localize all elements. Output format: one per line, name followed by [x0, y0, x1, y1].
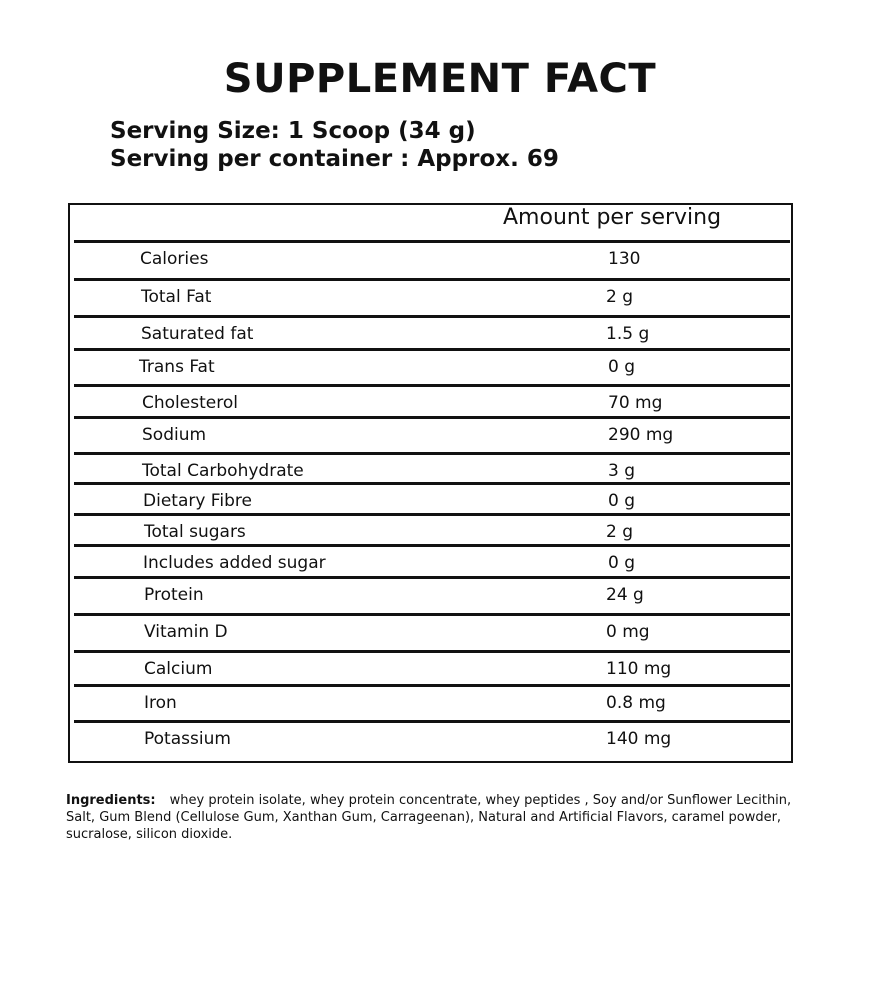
table-row: [74, 240, 790, 278]
table-row: [74, 684, 790, 720]
table-row: [74, 513, 790, 544]
nutrient-name: Protein: [144, 585, 204, 605]
nutrient-name: Potassium: [144, 729, 231, 749]
nutrient-amount: 0.8 mg: [606, 693, 666, 713]
nutrient-amount: 140 mg: [606, 729, 672, 749]
nutrient-name: Cholesterol: [142, 393, 238, 413]
nutrient-amount: 0 g: [608, 491, 636, 511]
nutrient-amount: 1.5 g: [606, 324, 650, 344]
nutrient-name: Includes added sugar: [143, 553, 326, 573]
nutrient-name: Total Carbohydrate: [142, 461, 304, 481]
nutrient-amount: 0 mg: [606, 622, 650, 642]
nutrient-amount: 3 g: [608, 461, 636, 481]
nutrient-amount: 290 mg: [608, 425, 674, 445]
nutrient-amount: 130: [608, 249, 641, 269]
nutrient-name: Calories: [140, 249, 209, 269]
table-row: [74, 315, 790, 348]
nutrient-name: Total sugars: [144, 522, 246, 542]
nutrition-facts-table: [68, 203, 793, 763]
nutrient-name: Vitamin D: [144, 622, 228, 642]
serving-size: Serving Size: 1 Scoop (34 g): [110, 118, 476, 144]
table-row: [74, 348, 790, 384]
table-row: [74, 452, 790, 482]
table-row: [74, 576, 790, 613]
nutrient-name: Calcium: [144, 659, 213, 679]
table-row: [74, 384, 790, 416]
servings-per-container: Serving per container : Approx. 69: [110, 146, 559, 172]
table-row: [74, 482, 790, 513]
nutrient-amount: 110 mg: [606, 659, 672, 679]
page-title: SUPPLEMENT FACT: [223, 56, 657, 102]
nutrient-name: Total Fat: [141, 287, 212, 307]
nutrient-name: Trans Fat: [139, 357, 215, 377]
nutrient-amount: 0 g: [608, 553, 636, 573]
table-row: [74, 720, 790, 760]
table-header: [70, 205, 791, 243]
ingredients-text: whey protein isolate, whey protein concentrate, whey peptides , Soy and/or Sunflower Lecithin, Salt, Gum Blend (Cellulose Gum, Xanthan Gum, Carrageenan), Natural and Artificial Flavors, caramel powder, sucralose, silicon dioxide.: [66, 793, 792, 842]
nutrient-amount: 70 mg: [608, 393, 663, 413]
nutrient-name: Saturated fat: [141, 324, 254, 344]
nutrient-name: Dietary Fibre: [143, 491, 252, 511]
table-row: [74, 650, 790, 684]
table-row: [74, 544, 790, 576]
ingredients-label: Ingredients:: [66, 793, 156, 808]
table-row: [74, 416, 790, 452]
nutrient-amount: 2 g: [606, 287, 634, 307]
nutrient-amount: 24 g: [606, 585, 644, 605]
table-row: [74, 278, 790, 315]
table-row: [74, 613, 790, 650]
amount-per-serving-header: Amount per serving: [503, 205, 722, 230]
nutrient-amount: 0 g: [608, 357, 636, 377]
nutrient-amount: 2 g: [606, 522, 634, 542]
nutrient-name: Sodium: [142, 425, 207, 445]
nutrient-name: Iron: [144, 693, 177, 713]
ingredients: [66, 792, 806, 843]
